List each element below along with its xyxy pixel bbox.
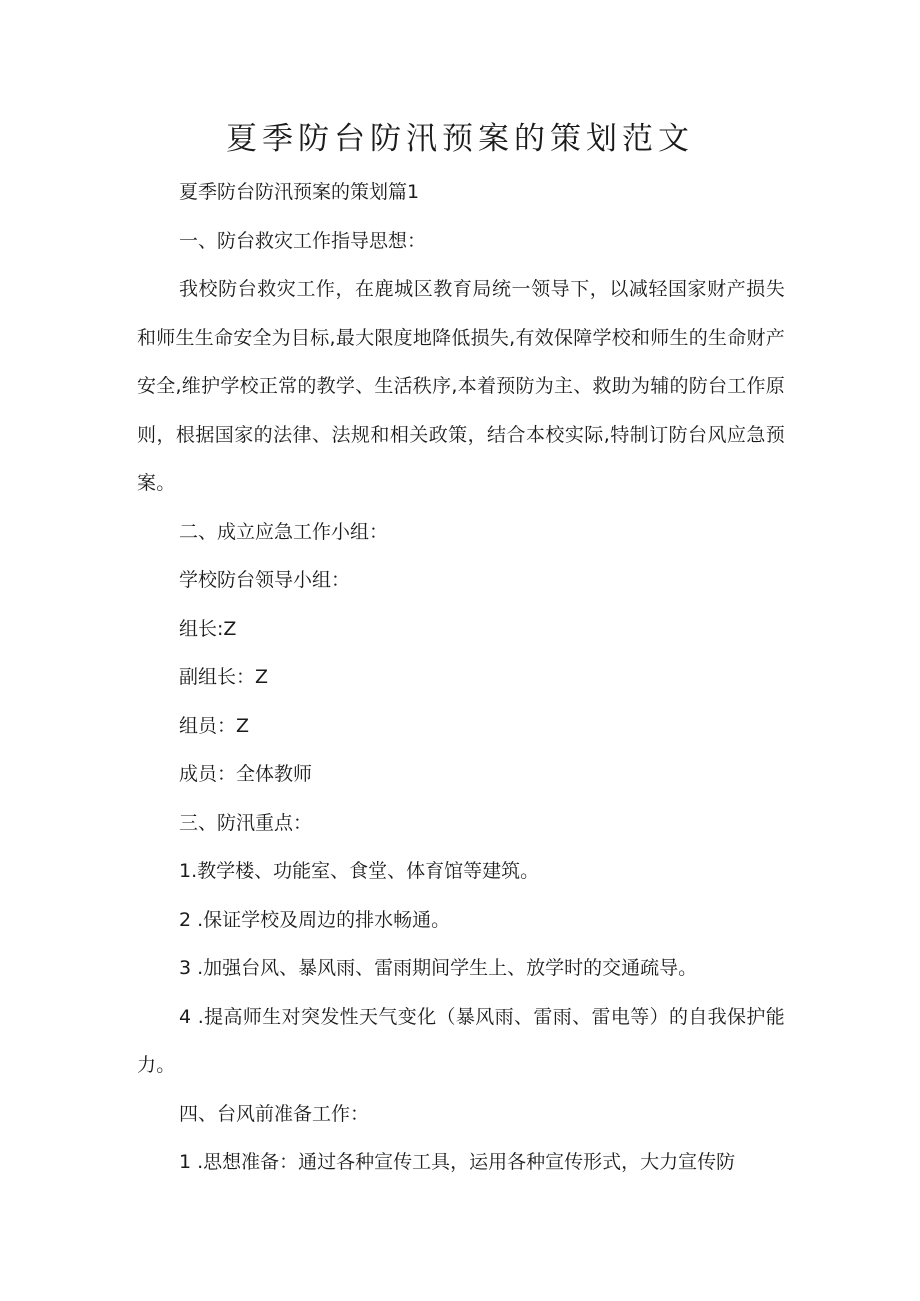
paragraph-group-leader: 组长:Z bbox=[179, 617, 237, 640]
heading-guiding-principle: 一、防台救灾工作指导思想： bbox=[179, 229, 427, 252]
heading-emergency-group: 二、成立应急工作小组： bbox=[179, 520, 389, 543]
document-title: 夏季防台防汛预案的策划范文 bbox=[226, 121, 694, 157]
list-item-3: 3 .加强台风、暴风雨、雷雨期间学生上、放学时的交通疏导。 bbox=[179, 957, 698, 979]
document-body bbox=[137, 168, 785, 1187]
heading-flood-priorities: 三、防汛重点： bbox=[179, 811, 313, 834]
paragraph-group-members: 组员：Z bbox=[179, 714, 250, 737]
paragraph-deputy-leader: 副组长：Z bbox=[179, 666, 269, 688]
list-item-prep-1: 1 .思想准备：通过各种宣传工具，运用各种宣传形式，大力宣传防 bbox=[179, 1151, 736, 1173]
paragraph-leadership-group: 学校防台领导小组： bbox=[179, 569, 351, 591]
paragraph-all-members: 成员：全体教师 bbox=[179, 763, 313, 785]
list-item-2: 2 .保证学校及周边的排水畅通。 bbox=[179, 908, 451, 931]
list-item-4: 4 .提高师生对突发性天气变化（暴风雨、雷雨、雷电等）的自我保护能力。 bbox=[137, 1005, 785, 1076]
heading-pre-typhoon-prep: 四、台风前准备工作： bbox=[179, 1102, 370, 1125]
section-subtitle: 夏季防台防汛预案的策划篇1 bbox=[179, 181, 420, 203]
list-item-1: 1.教学楼、功能室、食堂、体育馆等建筑。 bbox=[179, 860, 540, 882]
paragraph-guiding-principle: 我校防台救灾工作，在鹿城区教育局统一领导下，以减轻国家财产损失和师生生命安全为目标,最大限度地降低损失,有效保障学校和师生的生命财产安全,维护学校正常的教学、生活秩序,本着预防为主、救助为辅的防台工作原则，根据国家的法律、法规和相关政策，结合本校实际,特制订防台风应急预案。 bbox=[137, 278, 785, 494]
